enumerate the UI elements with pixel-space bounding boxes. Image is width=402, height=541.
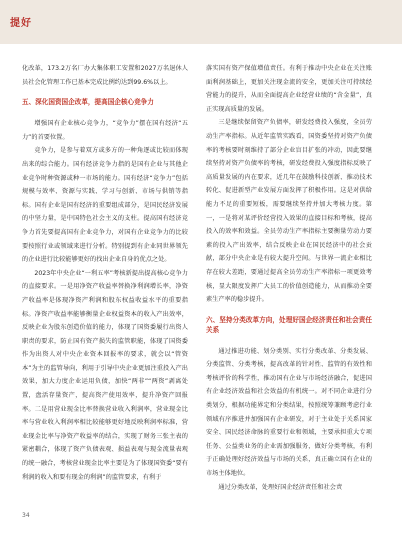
section-heading-five: 五、深化国资国企改革，提高国企核心竞争力 [22, 98, 154, 107]
right-paragraph-1: 落实国有资产保值增值责任。有利于推动中央企业在关注账面利润基础上，更加关注现金流的安全，更加关注可持续经营能力的提升，从而全面提高企业经营业绩的“含金量”，真正实现高质量的发展。 [206, 65, 372, 113]
left-paragraph-4: 2023年中央企业“一利五率”考核新提出提高核心竞争力的直接要求。一是用净资产收益率替换净利润增长率，净资产收益率是体现净资产利润和股东权益收益水平的重要指标。净资产收益率能够衡量企业权益资本的收入产出效率，反映企业为股东创造价值的能力，体现了国资委履行出资人职责的要求，防止国有资产损失的监管职能，体现了国资委作为出资人对中央企业资本回报率的要求，就会以“管资本”为主的监管导向，利用于引导中央企业更加注重投入产出效果，加大力度企业运用负债，加快“两非”“两资”剥离处置，盘活存量资产，提高资产使用效率，提升净资产回报率。二是用营业现金比率替换营业收入利润率，营业现金比率与营业收入利润率相比较能够更好地反映利润率标准，营业现金比率与净资产收益率的结合，实现了财务三张主表的紧密耦合，体现了资产负债表观、损益表观与现金流量表观的统一融合，考核营业现金比率主要是为了体现国资委“要有利润的收入和要有现金的利润”的监管要求，有利于 [22, 269, 188, 481]
left-column [22, 62, 188, 484]
right-column [206, 62, 372, 494]
right-paragraph-2: 三是继续保留资产负债率，研发经费投入强度，全员劳动生产率指标。从近年监管实践看，国资委坚持对资产负债率的考核要时刻维持了部分企业盲目扩张的冲动，因此要继续坚持对资产负债率的考核，研发经费投入强度指标反映了高质量发展的内在要求，近几年在鼓励科技创新、推动技术转化、促进新型产业发展方面发挥了积极作用。这是对供给能力不足的重要短板，需要继续坚持并加大考核力度。第一，一是将对某评价经营投入效果的直接目标和考核，提高投入的效率和效益。全员劳动生产率指标主要衡量劳动力要素的投入产出效率，结合反映企业在国民经济中的社会贡献，部分中央企业是有较大提升空间。与世界一流企业相比存在较大差距，要通过提高全员劳动生产率指标一项更效考核，显大限度发挥广大员工的价值创造能力，从而推动全要素生产率的稳步提升。 [206, 119, 372, 304]
left-paragraph-2: 增强国有企业核心竞争力，“竞争力”摆在国有经济“五力”的首要位置。 [22, 120, 188, 141]
right-paragraph-4: 通过分类改革，处理好国企经济责任和社会责 [218, 483, 343, 491]
section-heading-six: 六、坚持分类改革方向，处理好国企经济责任和社会责任关系 [206, 315, 372, 334]
left-paragraph-3: 竞争力，是参与着双方或多方的一种角逐或比较而体现出来的综合能力。国有经济竞争力指的是国有企业与其他企业竞争时种资源或种一市场的能力。国有经济“竞争力”包括规模与效率、资源与实践、学习与创新、市场与供销等指标。国有企业是国有经济的重要组成部分，是国民经济发展的中坚力量，是中国特色社会主义的支柱。提高国有经济竞争力首先要提高国有企业竞争力，对国有企业竞争力的比较要按照行业或领域来进行分析。特别提到有企业同世界领先的企业进行比较能够更好的找出企业自身的优点之处。 [22, 147, 188, 264]
header-label: 提好 [10, 18, 32, 29]
right-paragraph-3: 通过推进功能、划分类别、实行分类改革、分类发展、分类监管、分类考核，提高改革的针对性、监管的有效性和考核评价的科学性，推动国有企业与市场经济融合，促进国有企业经济效益和社会效益的有机统一。对不同企业进行分类划分，根据功能界定和分类结果，按照统筹兼顾考虑行业领域有序推进并加强国有企业研发，对于主业处于关系国家安全、国民经济命脉的重要行业和领域，主要承担重大专项任务、公益类业务的企业需加强服务，做好分类考核，有利于正确处理好经济效益与市场的关系，真正确立国有企业的市场主体地位。 [206, 347, 372, 478]
page-number: 34 [22, 512, 30, 519]
page-header-band [0, 0, 402, 44]
left-paragraph-1: 化改革，173.2万名厂办大集体职工安置和2027万名退休人员社会化管理工作已基本完成比例约达到99.6%以上。 [22, 65, 188, 86]
